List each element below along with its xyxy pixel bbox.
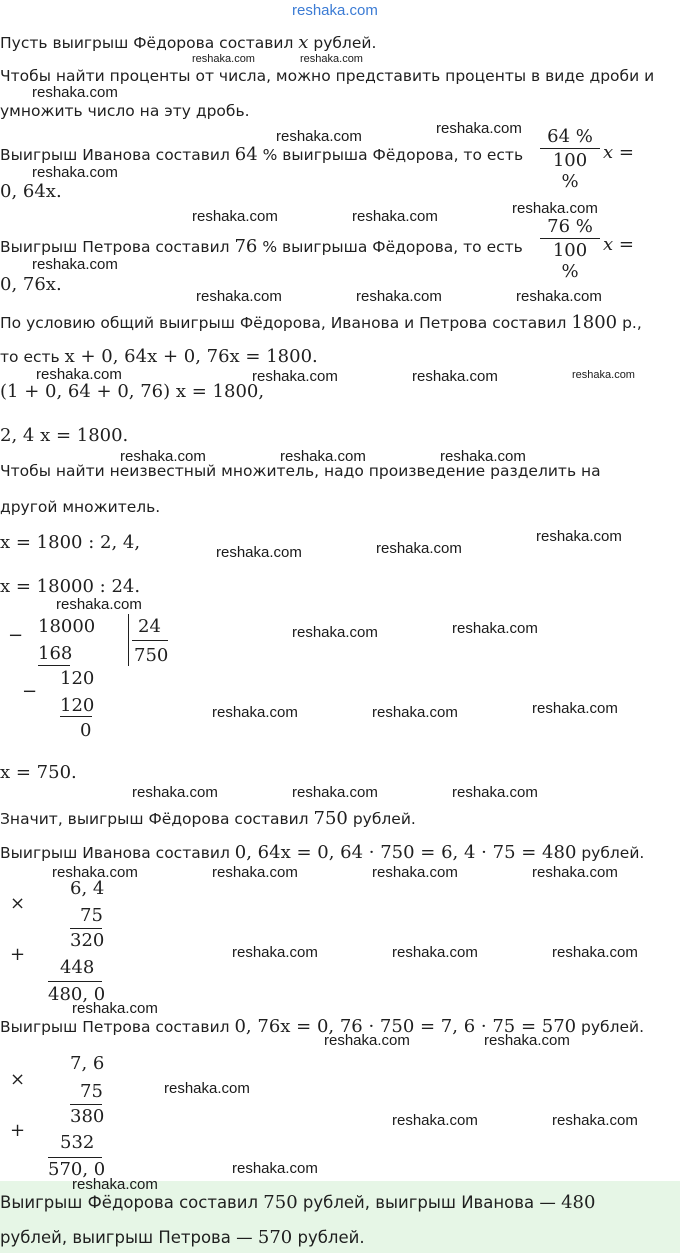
math: x [298,32,309,53]
minus-sign: − [22,681,38,702]
watermark: reshaka.com [212,704,298,721]
watermark: reshaka.com [356,288,442,305]
watermark: reshaka.com [440,448,526,465]
partial-1: 380 [70,1106,105,1127]
math: 76 [234,236,258,257]
watermark: reshaka.com [232,944,318,961]
watermark: reshaka.com [132,784,218,801]
subtrahend-2: 120 [60,695,95,716]
watermark: reshaka.com [120,448,206,465]
math-line: 2, 4 x = 1800. [0,425,129,446]
watermark: reshaka.com [512,200,598,217]
watermark: reshaka.com [376,540,462,557]
text: Выигрыш Фёдорова составил [0,1193,264,1212]
text-line [0,236,523,257]
watermark: reshaka.com [436,120,522,137]
watermark: reshaka.com [280,448,366,465]
math-line: x = 1800 : 2, 4, [0,532,141,553]
watermark: reshaka.com [212,864,298,881]
text: рублей. [292,1228,365,1247]
watermark: reshaka.com [372,704,458,721]
text: Выигрыш Петрова составил [0,1018,235,1036]
watermark: reshaka.com [56,596,142,613]
text-line [0,346,318,367]
watermark: reshaka.com [196,288,282,305]
text: Значит, выигрыш Фёдорова составил [0,810,314,828]
math-line: (1 + 0, 64 + 0, 76) x = 1800, [0,381,265,402]
watermark: reshaka.com [452,620,538,637]
watermark: reshaka.com [232,1160,318,1177]
underline-factors [70,928,102,929]
watermark: reshaka.com [292,624,378,641]
underline-factors [70,1104,102,1105]
text-line: Чтобы найти неизвестный множитель, надо произведение разделить на [0,462,601,480]
watermark: reshaka.com [292,784,378,801]
underline-1 [38,665,70,666]
text: рублей. [347,810,416,828]
watermark: reshaka.com [72,1000,158,1017]
text-line [0,32,376,53]
watermark: reshaka.com [52,864,138,881]
watermark: reshaka.com [324,1032,410,1049]
underline-partials [48,1157,102,1158]
math: x + 0, 64x + 0, 76x = 1800. [64,346,318,367]
math: x = [603,142,634,163]
math: 0, 76x = 0, 76 · 750 = 7, 6 · 75 = 570 [234,1016,577,1037]
text: рублей. [576,844,645,862]
text: рублей, выигрыш Иванова — [297,1193,562,1212]
watermark: reshaka.com [484,1032,570,1049]
division-vertical-line [128,614,129,666]
factor-b: 75 [80,1081,103,1102]
text-line [0,312,642,333]
math: 64 [234,144,258,165]
text: рублей. [576,1018,645,1036]
fraction-denominator: 100 % [552,150,588,192]
watermark: reshaka.com [412,368,498,385]
math: x = [603,234,634,255]
watermark: reshaka.com [452,784,538,801]
math: 480 [561,1192,596,1213]
partial-2: 448 [60,957,95,978]
watermark: reshaka.com [164,1080,250,1097]
quotient: 750 [134,645,169,666]
fraction-bar [540,148,600,149]
watermark: reshaka.com [216,544,302,561]
fraction-numerator: 64 % [547,126,593,147]
text: % выигрыша Фёдорова, то есть [257,238,523,256]
product: 570, 0 [48,1159,106,1180]
fraction-76 [540,216,600,282]
watermark: reshaka.com [32,84,118,101]
partial-1: 320 [70,930,105,951]
text: рублей. [308,34,377,52]
text-line [0,842,644,863]
text-line: Чтобы найти проценты от числа, можно представить проценты в виде дроби и [0,67,655,85]
fraction-64 [540,126,600,192]
text: Выигрыш Иванова составил [0,844,235,862]
underline-2 [60,716,92,717]
watermark: reshaka.com [372,864,458,881]
dividend: 18000 [38,616,96,637]
watermark: reshaka.com [552,1112,638,1129]
division-horizontal-line [132,640,168,641]
text: р., [617,314,642,332]
watermark: reshaka.com [192,208,278,225]
watermark: reshaka.com [516,288,602,305]
answer-line [0,1192,595,1213]
times-sign: × [10,1069,26,1090]
product: 480, 0 [48,984,106,1005]
watermark: reshaka.com [252,368,338,385]
watermark: reshaka.com [392,944,478,961]
times-sign: × [10,893,26,914]
text-line [0,808,416,829]
math: 570 [257,1227,293,1248]
fraction-bar [540,238,600,239]
math-line: 0, 64x. [0,181,62,202]
text: По условию общий выигрыш Фёдорова, Иванова и Петрова составил [0,314,572,332]
watermark: reshaka.com [532,864,618,881]
subtrahend-1: 168 [38,643,73,664]
text: Выигрыш Петрова составил [0,238,235,256]
partial-2: 532 [60,1132,95,1153]
factor-a: 6, 4 [70,878,105,899]
plus-sign: + [10,1120,26,1141]
text-line [0,144,523,165]
math-line: x = 750. [0,762,77,783]
watermark: reshaka.com [300,53,363,65]
math: 750 [313,808,348,829]
watermark: reshaka.com [572,369,635,381]
watermark: reshaka.com [352,208,438,225]
watermark: reshaka.com [36,366,122,383]
watermark: reshaka.com [32,164,118,181]
math-line: 0, 76x. [0,274,62,295]
text: % выигрыша Фёдорова, то есть [257,146,524,164]
watermark: reshaka.com [552,944,638,961]
divisor: 24 [138,616,161,637]
factor-b: 75 [80,905,103,926]
minus-sign: − [8,625,24,646]
remainder-2: 0 [80,720,92,741]
text: рублей, выигрыш Петрова — [0,1228,258,1247]
watermark: reshaka.com [536,528,622,545]
watermark: reshaka.com [532,700,618,717]
watermark: reshaka.com [72,1176,158,1193]
text: Пусть выигрыш Фёдорова составил [0,34,299,52]
text: Выигрыш Иванова составил [0,146,235,164]
fraction-denominator: 100 % [552,240,588,282]
text-line: умножить число на эту дробь. [0,102,250,120]
watermark: reshaka.com [392,1112,478,1129]
text-line: другой множитель. [0,498,161,516]
math: 0, 64x = 0, 64 · 750 = 6, 4 · 75 = 480 [234,842,577,863]
watermark-top: reshaka.com [292,2,378,19]
plus-sign: + [10,944,26,965]
text: то есть [0,348,65,366]
fraction-numerator: 76 % [547,216,593,237]
math-line: x = 18000 : 24. [0,576,141,597]
math: 750 [263,1192,298,1213]
watermark: reshaka.com [276,128,362,145]
watermark: reshaka.com [32,256,118,273]
answer-line [0,1227,365,1248]
math: 1800 [571,312,618,333]
watermark: reshaka.com [192,53,255,65]
underline-partials [48,981,102,982]
remainder-1: 120 [60,668,95,689]
factor-a: 7, 6 [70,1053,105,1074]
